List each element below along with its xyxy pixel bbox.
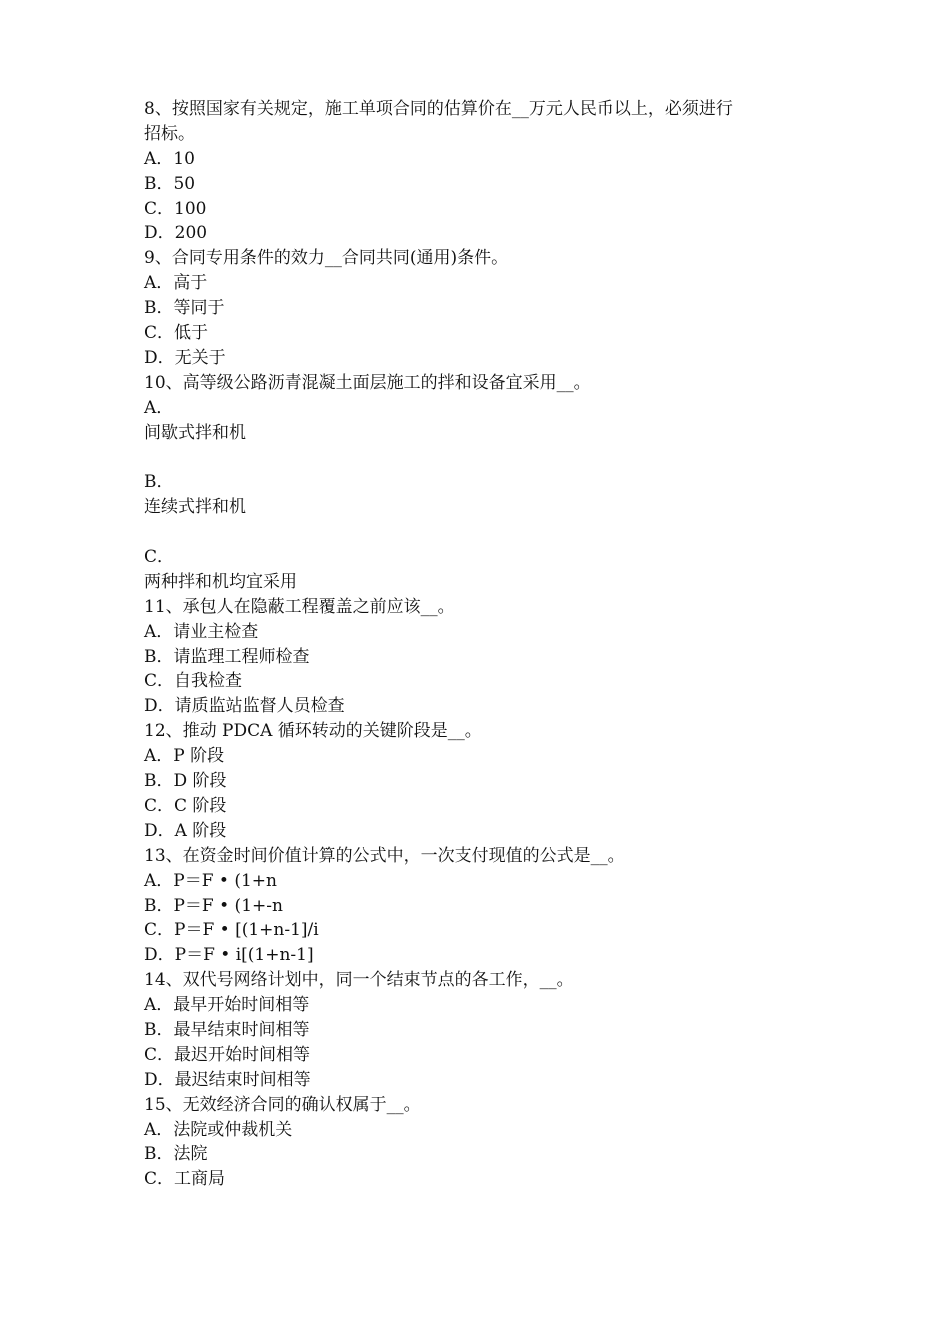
question-stem: 15、无效经济合同的确认权属于__。 xyxy=(144,1094,421,1115)
option-c: C．C 阶段 xyxy=(144,795,227,816)
option-b: B．最早结束时间相等 xyxy=(144,1019,310,1040)
option-a: A．高于 xyxy=(144,273,208,294)
blank-line xyxy=(144,520,824,545)
option-c-text: 两种拌和机均宜采用 xyxy=(144,571,297,592)
option-a-text: 间歇式拌和机 xyxy=(144,422,246,443)
option-c: C．工商局 xyxy=(144,1169,226,1190)
question-stem: 11、承包人在隐蔽工程覆盖之前应该__。 xyxy=(144,596,455,617)
option-b: B．等同于 xyxy=(144,298,225,319)
option-b: B．D 阶段 xyxy=(144,771,227,792)
option-d: D．无关于 xyxy=(144,347,226,368)
question-stem: 12、推动 PDCA 循环转动的关键阶段是__。 xyxy=(144,721,482,742)
question-stem: 13、在资金时间价值计算的公式中，一次支付现值的公式是__。 xyxy=(144,845,625,866)
option-a: A．请业主检查 xyxy=(144,621,259,642)
option-c: C．低于 xyxy=(144,323,209,344)
option-d: D．最迟结束时间相等 xyxy=(144,1069,311,1090)
option-a: A．最早开始时间相等 xyxy=(144,995,310,1016)
question-11 xyxy=(144,595,824,719)
option-c: C．100 xyxy=(144,198,207,219)
option-a: A．P 阶段 xyxy=(144,746,225,767)
question-12 xyxy=(144,719,824,843)
option-c-letter: C． xyxy=(144,547,175,568)
question-stem: 14、双代号网络计划中，同一个结束节点的各工作，__。 xyxy=(144,970,574,991)
question-stem: 9、合同专用条件的效力__合同共同(通用)条件。 xyxy=(144,248,509,269)
question-9 xyxy=(144,246,824,370)
option-b: B．请监理工程师检查 xyxy=(144,646,310,667)
option-c: C．最迟开始时间相等 xyxy=(144,1044,311,1065)
option-a: A．10 xyxy=(144,148,195,169)
blank-line xyxy=(144,445,824,470)
option-d: D．200 xyxy=(144,223,208,244)
question-list xyxy=(144,97,824,1192)
option-c: C．自我检查 xyxy=(144,671,243,692)
option-d: D．请质监站监督人员检查 xyxy=(144,696,345,717)
question-14 xyxy=(144,968,824,1092)
option-c: C．P＝F • [(1+n-1]/i xyxy=(144,920,319,941)
option-d: D．A 阶段 xyxy=(144,820,227,841)
option-a: A．法院或仲裁机关 xyxy=(144,1119,293,1140)
question-8 xyxy=(144,97,824,246)
option-a: A．P＝F • (1+n xyxy=(144,870,277,891)
option-b: B．法院 xyxy=(144,1144,208,1165)
option-a-letter: A． xyxy=(144,397,174,418)
question-15 xyxy=(144,1093,824,1193)
question-stem-continued: 招标。 xyxy=(144,123,195,144)
option-d: D．P＝F • i[(1+n-1] xyxy=(144,945,314,966)
option-b-text: 连续式拌和机 xyxy=(144,497,246,518)
question-10 xyxy=(144,371,824,595)
option-b-letter: B． xyxy=(144,472,174,493)
question-13 xyxy=(144,844,824,968)
question-stem: 10、高等级公路沥青混凝土面层施工的拌和设备宜采用__。 xyxy=(144,372,591,393)
option-b: B．50 xyxy=(144,173,196,194)
option-b: B．P＝F • (1+-n xyxy=(144,895,283,916)
question-stem: 8、按照国家有关规定，施工单项合同的估算价在__万元人民币以上，必须进行 xyxy=(144,99,733,119)
